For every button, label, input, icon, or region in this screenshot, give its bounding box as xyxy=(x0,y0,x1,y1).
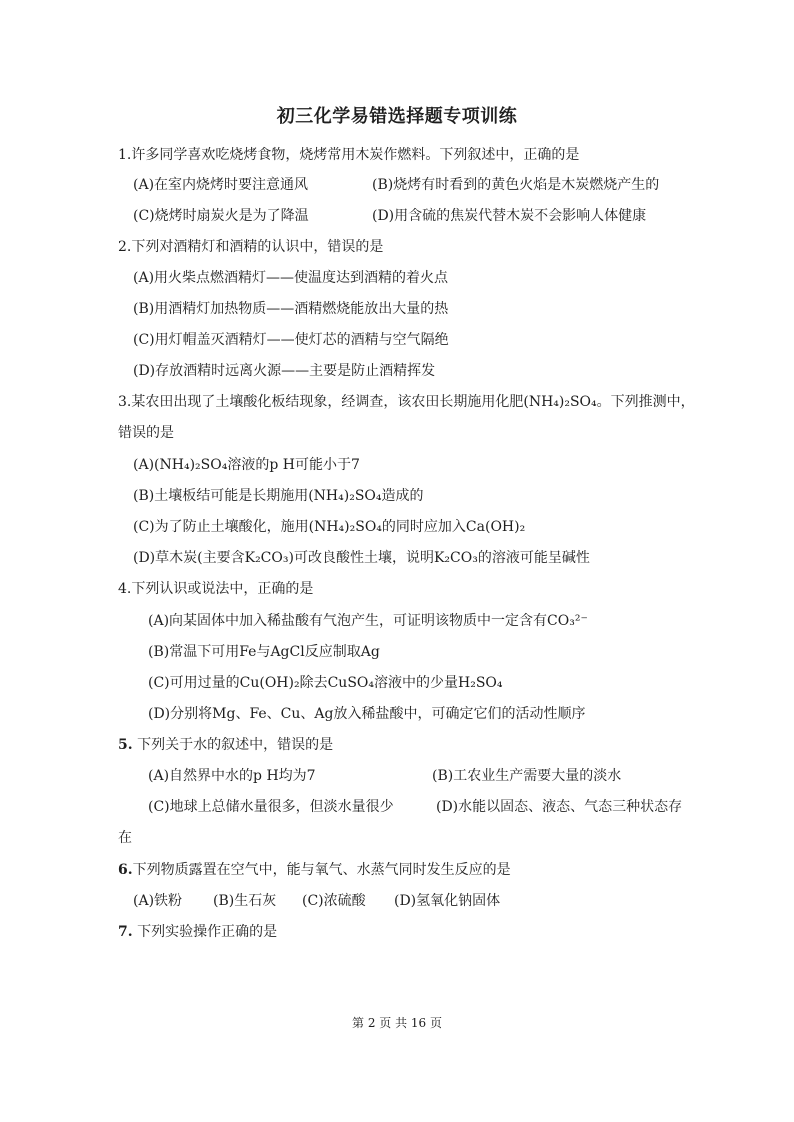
question-number: 6. xyxy=(118,862,133,878)
question-text: 下列对酒精灯和酒精的认识中，错误的是 xyxy=(131,239,384,255)
question-number: 7. xyxy=(118,924,133,940)
question-2-option-d: (D)存放酒精时远离火源——主要是防止酒精挥发 xyxy=(133,363,436,379)
question-2-option-a: (A)用火柴点燃酒精灯——使温度达到酒精的着火点 xyxy=(133,270,449,286)
question-number: 2. xyxy=(118,239,132,255)
question-6-option-b: (B)生石灰 xyxy=(213,893,277,909)
question-4-option-d: (D)分别将Mg、Fe、Cu、Ag放入稀盐酸中，可确定它们的活动性顺序 xyxy=(148,706,586,722)
question-text: 下列物质露置在空气中，能与氧气、水蒸气同时发生反应的是 xyxy=(132,862,511,878)
question-2-option-b: (B)用酒精灯加热物质——酒精燃烧能放出大量的热 xyxy=(133,301,449,317)
question-text: 某农田出现了土壤酸化板结现象，经调查，该农田长期施用化肥(NH₄)₂SO₄。下列推测中， xyxy=(131,394,695,410)
question-5-stem xyxy=(118,736,333,754)
question-1-option-c: (C)烧烤时扇炭火是为了降温 xyxy=(133,208,309,224)
question-5-option-d: (D)水能以固态、液态、气态三种状态存 xyxy=(436,799,683,815)
question-1-option-a: (A)在室内烧烤时要注意通风 xyxy=(133,177,309,193)
question-5-option-d-continuation: 在 xyxy=(118,830,132,846)
question-number: 5. xyxy=(118,737,133,753)
question-4-stem xyxy=(118,580,313,598)
question-text: 下列认识或说法中，正确的是 xyxy=(131,581,314,597)
question-4-option-c: (C)可用过量的Cu(OH)₂除去CuSO₄溶液中的少量H₂SO₄ xyxy=(148,675,503,691)
question-text: 下列关于水的叙述中，错误的是 xyxy=(132,737,334,753)
question-5-option-c: (C)地球上总储水量很多，但淡水量很少 xyxy=(148,799,394,815)
question-7-stem xyxy=(118,923,277,941)
question-1-option-b: (B)烧烤有时看到的黄色火焰是木炭燃烧产生的 xyxy=(372,177,660,193)
question-4-option-b: (B)常温下可用Fe与AgCl反应制取Ag xyxy=(148,644,380,660)
question-2-stem xyxy=(118,238,383,256)
question-3-stem-continuation: 错误的是 xyxy=(118,425,174,441)
question-3-option-d: (D)草木炭(主要含K₂CO₃)可改良酸性土壤，说明K₂CO₃的溶液可能呈碱性 xyxy=(133,550,590,566)
question-6-option-d: (D)氢氧化钠固体 xyxy=(394,893,501,909)
question-5-option-a: (A)自然界中水的p H均为7 xyxy=(148,768,316,784)
question-3-option-b: (B)土壤板结可能是长期施用(NH₄)₂SO₄造成的 xyxy=(133,488,424,504)
question-1-stem xyxy=(118,146,579,164)
question-4-option-a: (A)向某固体中加入稀盐酸有气泡产生，可证明该物质中一定含有CO₃²⁻ xyxy=(148,613,588,629)
page-number-footer: 第 2 页 共 16 页 xyxy=(352,1016,442,1030)
page-title: 初三化学易错选择题专项训练 xyxy=(276,106,518,127)
question-1-option-d: (D)用含硫的焦炭代替木炭不会影响人体健康 xyxy=(372,208,647,224)
question-3-option-c: (C)为了防止土壤酸化，施用(NH₄)₂SO₄的同时应加入Ca(OH)₂ xyxy=(133,519,526,535)
question-5-option-b: (B)工农业生产需要大量的淡水 xyxy=(432,768,622,784)
question-number: 1. xyxy=(118,147,132,163)
question-number: 3. xyxy=(118,394,132,410)
question-3-option-a: (A)(NH₄)₂SO₄溶液的p H可能小于7 xyxy=(133,457,360,473)
question-6-option-c: (C)浓硫酸 xyxy=(302,893,366,909)
question-2-option-c: (C)用灯帽盖灭酒精灯——使灯芯的酒精与空气隔绝 xyxy=(133,332,449,348)
question-6-option-a: (A)铁粉 xyxy=(133,893,183,909)
question-3-stem xyxy=(118,393,695,411)
question-number: 4. xyxy=(118,581,132,597)
question-6-stem xyxy=(118,861,511,879)
question-text: 许多同学喜欢吃烧烤食物，烧烤常用木炭作燃料。下列叙述中，正确的是 xyxy=(131,147,580,163)
question-text: 下列实验操作正确的是 xyxy=(132,924,278,940)
